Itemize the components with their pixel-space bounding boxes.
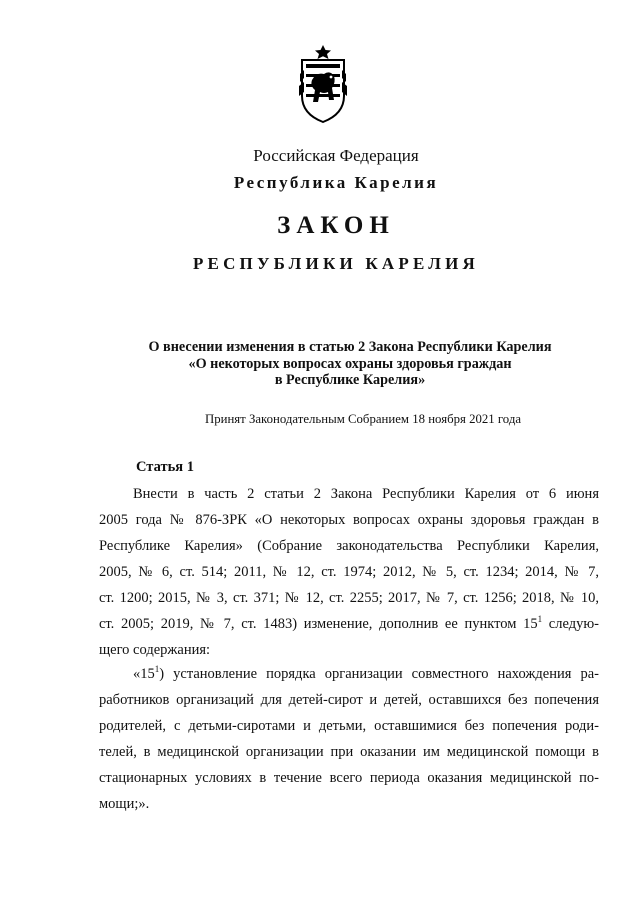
text-line: родителей, с детьми-сиротами и детьми, оставшимися без попечения роди- [99,718,599,734]
law-title [120,339,580,389]
text-line: ст. 1200; 2015, № 3, ст. 371; № 12, ст. 2255; 2017, № 7, ст. 1256; 2018, № 10, [99,590,599,606]
superscript: 1 [154,664,160,675]
text-line: 2005 года № 876-ЗРК «О некоторых вопросах охраны здоровья граждан в [99,512,599,528]
amendment-paragraph [99,661,599,817]
text-line: Республике Карелия» (Собрание законодательства Республики Карелия, [99,538,599,554]
text-line: телей, в медицинской организации при оказании им медицинской помощи в [99,744,599,760]
country-name: Российская Федерация [253,146,419,165]
superscript: 1 [537,614,543,625]
article-heading: Статья 1 [136,459,194,475]
law-title-line: О внесении изменения в статью 2 Закона Республики Карелия [148,339,552,355]
text-line: Внести в часть 2 статьи 2 Закона Республики Карелия от 6 июня [133,486,599,502]
adoption-note: Принят Законодательным Собранием 18 ноября 2021 года [204,412,522,426]
text-line: мощи;». [99,796,150,812]
republic-name: Республика Карелия [233,173,439,192]
law-title-line: в Республике Карелия» [274,372,426,388]
text-fragment: ) установление порядка организации совместного нахождения ра- [159,666,599,682]
text-line: щего содержания: [99,642,211,658]
article-paragraph [99,481,599,663]
law-heading: ЗАКОН [277,212,395,239]
text-line: стационарных условиях в течение всего периода оказания медицинской по- [99,770,599,786]
text-line: 2005, № 6, ст. 514; 2011, № 12, ст. 1974; 2012, № 5, ст. 1234; 2014, № 7, [99,564,599,580]
text-fragment: ст. 2005; 2019, № 7, ст. 1483) изменение, дополнив ее пунктом 15 [99,616,538,632]
text-fragment: следую- [542,616,599,632]
law-title-line: «О некоторых вопросах охраны здоровья граждан [188,355,512,372]
text-fragment: «15 [133,666,155,682]
law-subheading: РЕСПУБЛИКИ КАРЕЛИЯ [192,254,480,273]
text-line [99,661,599,687]
text-line: работников организаций для детей-сирот и детей, оставшихся без попечения [99,692,599,708]
coat-of-arms-icon [296,44,350,124]
text-line [99,611,599,637]
